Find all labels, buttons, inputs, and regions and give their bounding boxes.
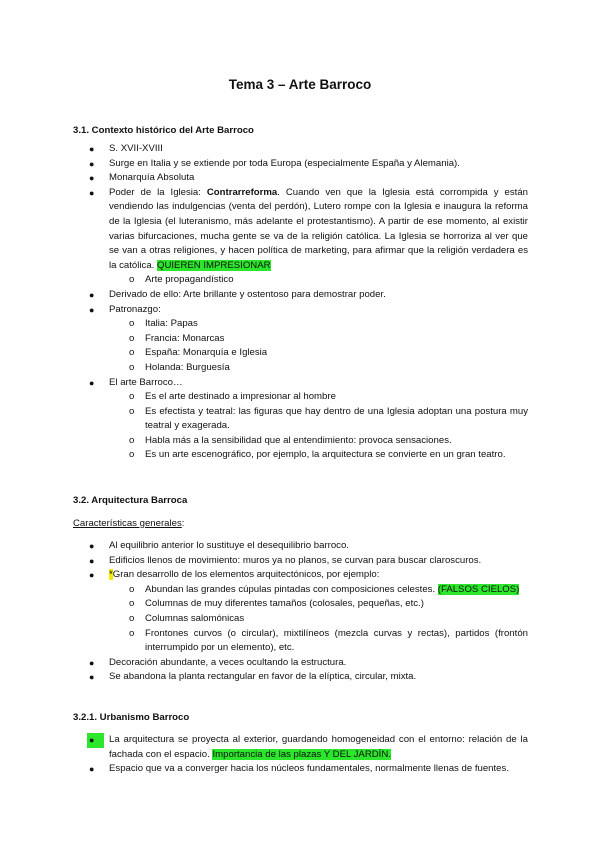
list-item: ● Al equilibrio anterior lo sustituye el desequilibrio barroco.	[73, 539, 528, 554]
bullet-icon: ●	[89, 672, 95, 683]
bullet-icon: o	[129, 612, 135, 624]
list-item: ● El arte Barroco…	[73, 376, 528, 391]
highlighted-mark: *	[109, 569, 113, 581]
bullet-icon: o	[129, 405, 135, 417]
sub-list-item: o Frontones curvos (o circular), mixtilíneos (mezcla curvas y rectas), partidos (frontón interrumpido por un elemento), etc.	[129, 627, 528, 654]
sub-list-item: o Abundan las grandes cúpulas pintadas con composiciones celestes. (FALSOS CIELOS)	[73, 583, 528, 598]
highlighted-text: Importancia de las plazas Y DEL JARDÍN.	[212, 748, 391, 760]
list-item: ● Se abandona la planta rectangular en favor de la elíptica, circular, mixta.	[73, 670, 528, 685]
bullet-icon: o	[129, 583, 135, 595]
bullet-icon: ●	[89, 377, 95, 388]
bullet-icon: ●	[89, 657, 95, 668]
list-item: ● Decoración abundante, a veces ocultando la estructura.	[73, 656, 528, 671]
bullet-icon: o	[129, 391, 135, 403]
section-heading-3-1: 3.1. Contexto histórico del Arte Barroco	[73, 125, 254, 136]
sub-list-item: o España: Monarquía e Iglesia	[73, 346, 528, 361]
list-item: ● Espacio que va a converger hacia los núcleos fundamentales, normalmente llenas de fuentes.	[73, 762, 528, 777]
bullet-icon: ●	[89, 555, 95, 566]
list-item: ● Surge en Italia y se extiende por toda Europa (especialmente España y Alemania).	[73, 157, 528, 172]
page-title: Tema 3 – Arte Barroco	[228, 77, 372, 92]
bullet-icon: ●	[89, 173, 95, 184]
bullet-icon: o	[129, 449, 135, 461]
sub-list-item: o Francia: Monarcas	[73, 332, 528, 347]
highlighted-text: (FALSOS CIELOS)	[437, 583, 520, 595]
bullet-icon: ●	[89, 289, 95, 300]
sub-list-item: o Italia: Papas	[73, 317, 528, 332]
sub-list-item: o Es un arte escenográfico, por ejemplo, la arquitectura se convierte en un gran teatro.	[73, 448, 528, 463]
bullet-icon: ●	[87, 733, 104, 748]
sub-list-item: o Es efectista y teatral: las figuras que hay dentro de una Iglesia adoptan una postura muy teatral y exagerada.	[129, 405, 528, 432]
bullet-icon: ●	[89, 541, 95, 551]
bullet-icon: o	[129, 434, 135, 446]
bold-term: Contrarreforma	[206, 186, 278, 198]
list-item: ● Monarquía Absoluta	[73, 171, 528, 186]
sub-list-item: o Holanda: Burguesía	[73, 361, 528, 376]
bullet-icon: ●	[89, 158, 95, 169]
list-item: ● Derivado de ello: Arte brillante y ostentoso para demostrar poder.	[73, 288, 528, 303]
bullet-icon: ●	[89, 144, 95, 154]
section-3-2-list	[73, 539, 528, 685]
list-item: ● Edificios llenos de movimiento: muros ya no planos, se curvan para buscar claroscuros.	[73, 554, 528, 569]
list-item: ● La arquitectura se proyecta al exterior, guardando homogeneidad con el entorno: relación de la fachada con el espacio. Importancia de las plazas Y DEL JARDÍN.	[89, 734, 528, 760]
bullet-icon: o	[129, 361, 135, 373]
list-item: ● Poder de la Iglesia: Contrarreforma. Cuando ven que la Iglesia está corrompida y están vendiendo las indulgencias (venta del perdón), Lutero rompe con la Iglesia e inaugura la reforma de la Iglesia (el luteranismo, más adelante el protestantismo). A partir de ese momento, al existir varias bifurcaciones, mucha gente se va de la religión católica. La Iglesia se horroriza al ver que se van a otras religiones, y hacen política de marketing, para afirmar que la religión verdadera es la católica. QUIEREN IMPRESIONAR	[89, 186, 528, 271]
bullet-icon: ●	[89, 187, 95, 198]
list-item: ● Patronazgo:	[73, 303, 528, 318]
bullet-icon: o	[129, 318, 135, 330]
bullet-icon: ●	[89, 304, 95, 315]
bullet-icon: ●	[89, 764, 95, 775]
bullet-icon: o	[129, 332, 135, 344]
section-3-2-1-list	[73, 733, 528, 777]
bullet-icon: ●	[89, 570, 95, 581]
sub-list-item: o Arte propagandístico	[73, 273, 528, 288]
sub-list-item: o Columnas salomónicas	[73, 612, 528, 627]
section-heading-3-2: 3.2. Arquitectura Barroca	[73, 495, 188, 506]
list-item: ● *Gran desarrollo de los elementos arquitectónicos, por ejemplo:	[73, 568, 528, 583]
sub-list-item: o Columnas de muy diferentes tamaños (colosales, pequeñas, etc.)	[73, 597, 528, 612]
section-3-1-list	[73, 142, 528, 463]
section-heading-3-2-1: 3.2.1. Urbanismo Barroco	[73, 712, 190, 723]
bullet-icon: o	[129, 598, 135, 610]
bullet-icon: o	[129, 627, 135, 639]
sub-list-item: o Habla más a la sensibilidad que al entendimiento: provoca sensaciones.	[73, 434, 528, 449]
sub-list-item: o Es el arte destinado a impresionar al hombre	[73, 390, 528, 405]
bullet-icon: o	[129, 274, 135, 286]
highlighted-text: QUIEREN IMPRESIONAR	[157, 259, 271, 271]
list-item: ● S. XVII-XVIII	[73, 142, 528, 157]
subsection-label: Características generales:	[73, 518, 185, 529]
bullet-icon: o	[129, 347, 135, 359]
